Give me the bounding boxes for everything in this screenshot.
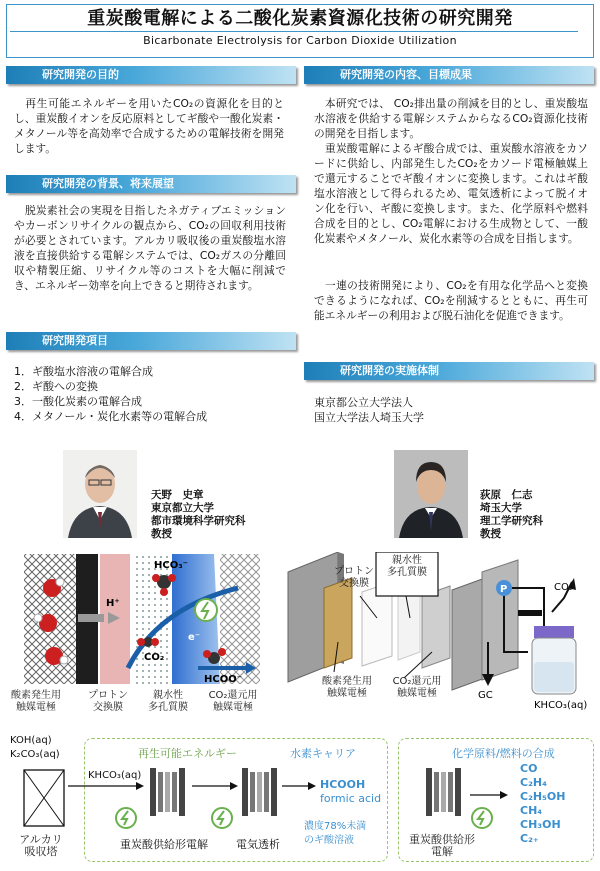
electron-label: e⁻ [188,632,201,643]
content-text-1: 本研究では、 CO₂排出量の削減を目的とし、重炭酸塩水溶液を供給する電解システムからなるCO₂資源化技術の開発を目指します。 [314,97,588,140]
k2co3-label: K₂CO₃(aq) [10,749,60,760]
fig2-co2-label: CO₂ [554,582,573,593]
items-list [14,364,284,424]
person-department: 理工学研究科 [480,515,543,527]
fig1-label-cathode: CO₂還元用 触媒電極 [208,690,258,713]
product-item: CH₃OH [520,818,561,831]
hcooh-label: HCOOH [320,778,366,791]
co2-label: CO₂ [144,652,165,663]
content-text-3: 一連の技術開発により、CO₂を有用な化学品へと変換できるようになれば、CO₂を削減するとともに、再生可能エネルギーの利用および脱石油化を促進できます。 [314,279,588,322]
fig2-porous-label: 親水性 多孔質膜 [387,555,427,578]
fig2-cathode-label: CO₂還元用 触媒電極 [392,676,442,699]
power-icon [470,806,494,830]
electrolysis-label: 重炭酸供給形電解 [120,838,208,851]
list-item: 2．ギ酸への変換 [14,380,98,393]
fig2-anode-label: 酸素発生用 触媒電極 [322,676,372,699]
absorber-inputs [10,734,60,762]
person-2-info [480,489,543,541]
dialysis-icon [240,766,284,818]
cathode-region [220,554,260,684]
org-item: 東京都公立大学法人 [314,396,413,409]
portrait-2-graphic [394,450,468,538]
absorber-label: アルカリ 吸収塔 [19,833,63,858]
product-item: C₂H₅OH [520,790,566,803]
synthesis-label: 化学原料/燃料の合成 [452,747,555,760]
list-item: 1．ギ酸塩水溶液の電解合成 [14,365,153,378]
items-heading: 研究開発項目 [6,332,296,350]
power-icon [114,806,138,830]
formic-label: formic acid [320,792,382,805]
portrait-photo [63,450,137,538]
list-item: 3．一酸化炭素の電解合成 [14,395,142,408]
fig1-label-anode: 酸素発生用 触媒電極 [11,690,61,713]
content-heading: 研究開発の内容、目標成果 [304,66,594,84]
hco3-label: HCO₃⁻ [154,560,188,571]
products-list [520,762,565,846]
hcoo-label: HCOO⁻ [204,674,242,685]
renew-label: 再生可能エネルギー [138,747,237,760]
gc-label: GC [478,690,493,701]
system-orgs [314,395,584,425]
product-item: CO [520,762,538,775]
person-affiliation: 埼玉大学 [480,502,522,514]
carrier-label: 水素キャリア [290,747,356,760]
pump-label: P [500,584,508,595]
page-subtitle: Bicarbonate Electrolysis for Carbon Dioxide Utilization [143,34,457,47]
list-item: 4．メタノール・炭化水素等の電解合成 [14,410,208,423]
product-item: C₂H₄ [520,776,547,789]
system-heading: 研究開発の実施体制 [304,362,594,380]
portrait-1-graphic [63,450,137,538]
fig1-label-membrane: プロトン 交換膜 [88,690,128,713]
person-name: 荻原 仁志 [480,489,533,501]
hplus-label: H⁺ [106,598,120,609]
person-affiliation: 東京都立大学 [151,502,214,514]
koh-label: KOH(aq) [10,735,52,746]
person-1-info [151,489,246,541]
synthesis-arrow [470,790,510,800]
product-item: C₂₊ [520,832,539,845]
purpose-heading: 研究開発の目的 [6,66,296,84]
power-icon [210,806,234,830]
electrolyzer-icon [424,766,468,818]
portrait-photo [394,450,468,538]
flow-khco3-label: KHCO₃(aq) [88,770,142,781]
person-department: 都市環境科学研究科 [151,515,246,527]
cell-schematic [8,548,270,688]
fig2-membrane-label: プロトン 交換膜 [334,566,374,589]
khco3-label: KHCO₃(aq) [534,700,588,711]
org-item: 国立大学法人埼玉大学 [314,411,424,424]
absorber-tower-icon [20,768,68,828]
dialysis-label: 電気透析 [236,838,280,851]
fig1-label-porous: 親水性 多孔質膜 [148,690,188,713]
product-item: CH₄ [520,804,543,817]
electrolyzer-icon [148,766,192,818]
title-divider [10,31,578,32]
page-title: 重炭酸電解による二酸化炭素資源化技術の研究開発 [87,8,513,29]
background-text: 脱炭素社会の実現を目指したネガティブエミッションやカーボンリサイクルの観点から、CO₂の回収利用技術が必要とされています。アルカリ吸収後の重炭酸塩水溶液を直接供給する電解システムでは、CO₂ガスの分離回収や精製圧縮、リサイクル等のコストを大幅に削減でき、エネルギー効率を向上できると期待されます。 [14,204,286,292]
content-text-2: 重炭酸電解によるギ酸合成では、重炭酸水溶液をカソードに供給し、内部発生したCO₂をカソード電極触媒上で還元することでギ酸イオンに変換します。これはギ酸塩水溶液として得られるため、電気透析によって脱イオン化を行い、ギ酸に変換します。また、化学原料や燃料合成を目的とし、CO₂電解における生成物として、一酸化炭素やメタノール、炭化水素等の合成を目指します。 [314,142,588,245]
background-heading: 研究開発の背景、将来展望 [6,175,296,193]
person-title: 教授 [151,528,172,540]
concentration-label: 濃度78%未満 のギ酸溶液 [304,821,367,846]
electrolysis2-label: 重炭酸供給形 電解 [409,833,475,858]
person-title: 教授 [480,528,501,540]
purpose-text: 再生可能エネルギーを用いたCO₂の資源化を目的とし、重炭酸イオンを反応原料としてギ酸や一酸化炭素・メタノール等を高効率で合成するための電解技術を開発します。 [14,97,284,155]
person-name: 天野 史章 [151,489,204,501]
